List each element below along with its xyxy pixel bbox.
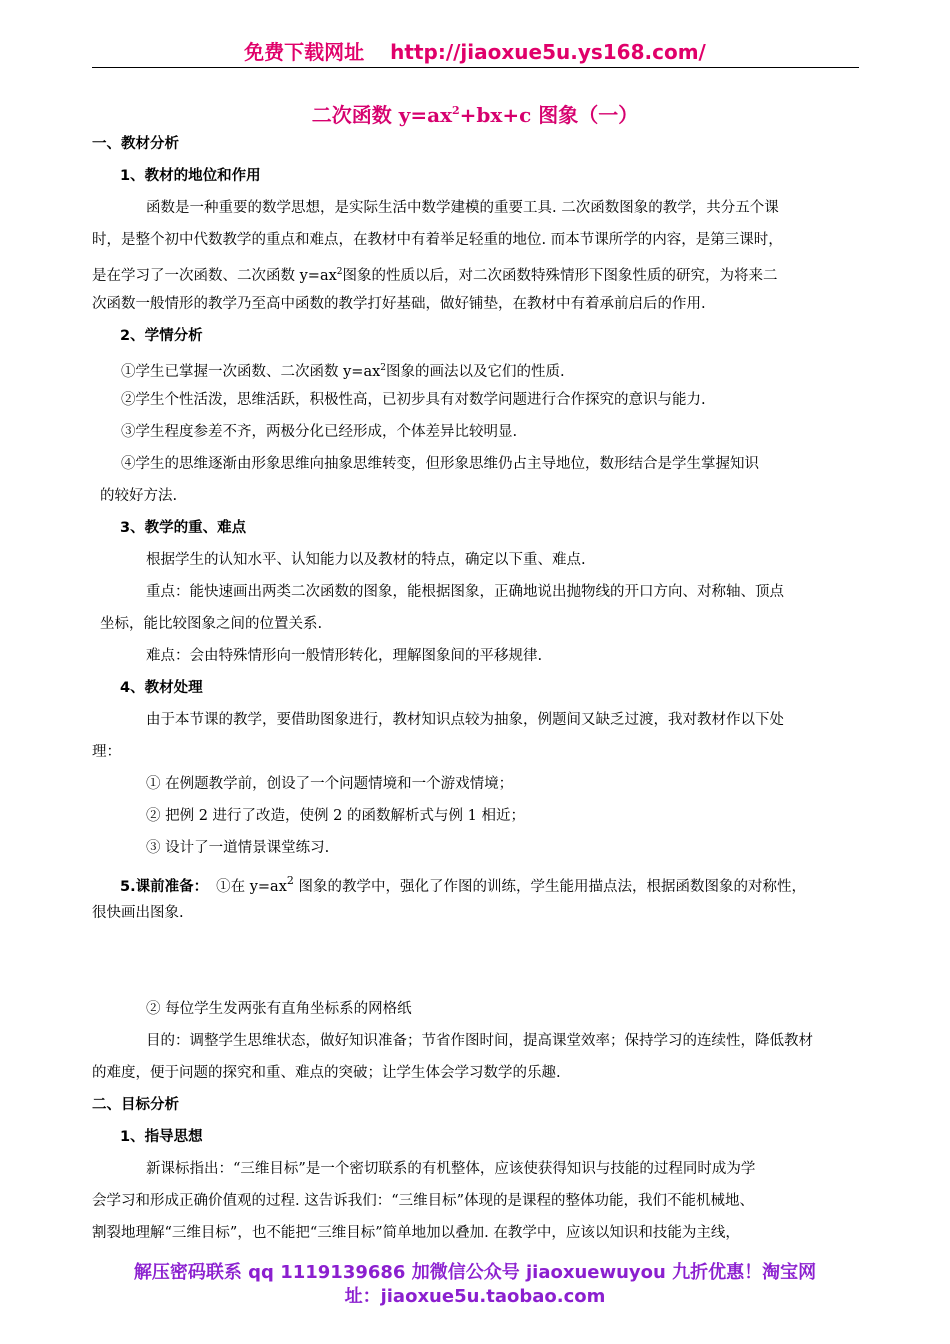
exponent: 2 <box>380 363 387 373</box>
subsection-1-5-heading: 5.课前准备： <box>120 879 209 895</box>
text-run: 图象的画法以及它们的性质. <box>386 364 565 380</box>
list-item-continuation: 的较好方法. <box>100 488 178 504</box>
list-item: ② 把例 2 进行了改造，使例 2 的函数解析式与例 1 相近； <box>146 808 525 824</box>
text-run: 图象的教学中，强化了作图的训练，学生能用描点法，根据函数图象的对称性， <box>293 879 806 895</box>
list-item: ② 每位学生发两张有直角坐标系的网格纸 <box>146 1001 412 1017</box>
header-label: 免费下载网址 <box>244 40 365 64</box>
paragraph-line: 理： <box>92 744 121 760</box>
page-header <box>0 36 950 65</box>
section-2-heading: 二、目标分析 <box>92 1097 179 1113</box>
title-prefix: 二次函数 y=ax <box>311 103 452 127</box>
list-item: ③学生程度参差不齐，两极分化已经形成，个体差异比较明显. <box>121 424 518 440</box>
list-item: ④学生的思维逐渐由形象思维向抽象思维转变，但形象思维仍占主导地位，数形结合是学生掌握知识 <box>121 456 759 472</box>
subsection-1-1-heading: 1、教材的地位和作用 <box>120 168 261 184</box>
subsection-1-4-heading: 4、教材处理 <box>120 680 203 696</box>
subsection-1-2-heading: 2、学情分析 <box>120 328 203 344</box>
paragraph-line: 根据学生的认知水平、认知能力以及教材的特点，确定以下重、难点. <box>146 552 586 568</box>
footer-line-1: 解压密码联系 qq 1119139686 加微信公众号 jiaoxuewuyou 九折优惠！淘宝网 <box>133 1262 817 1283</box>
paragraph-line: 难点：会由特殊情形向一般情形转化，理解图象间的平移规律. <box>146 648 543 664</box>
header-divider <box>92 67 859 68</box>
text-run: 图象的性质以后，对二次函数特殊情形下图象性质的研究，为将来二 <box>342 268 778 284</box>
exponent: 2 <box>336 267 343 277</box>
paragraph-line <box>120 871 806 897</box>
list-item <box>121 358 565 382</box>
subsection-2-1-heading: 1、指导思想 <box>120 1129 203 1145</box>
section-1-heading: 一、教材分析 <box>92 136 179 152</box>
paragraph-line <box>92 262 778 286</box>
exponent: 2 <box>286 874 294 887</box>
paragraph-line: 割裂地理解“三维目标”，也不能把“三维目标”简单地加以叠加. 在教学中，应该以知识和技能为主线， <box>92 1225 740 1241</box>
text-run: ①在 y=ax <box>216 879 287 895</box>
header-url-link[interactable]: http://jiaoxue5u.ys168.com/ <box>390 40 706 64</box>
text-run: 是在学习了一次函数、二次函数 y=ax <box>92 268 337 284</box>
title-suffix: +bx+c 图象（一） <box>459 103 639 127</box>
paragraph-line: 由于本节课的教学，要借助图象进行，教材知识点较为抽象，例题间又缺乏过渡，我对教材作以下处 <box>146 712 784 728</box>
paragraph-line: 时，是整个初中代数教学的重点和难点，在教材中有着举足轻重的地位. 而本节课所学的内容，是第三课时， <box>92 232 783 248</box>
text-run: ①学生已掌握一次函数、二次函数 y=ax <box>121 364 381 380</box>
paragraph-line: 的难度，便于问题的探究和重、难点的突破；让学生体会学习数学的乐趣. <box>92 1065 561 1081</box>
paragraph-line: 坐标，能比较图象之间的位置关系. <box>100 616 323 632</box>
paragraph-line: 次函数一般情形的教学乃至高中函数的教学打好基础，做好铺垫，在教材中有着承前启后的作用. <box>92 296 706 312</box>
paragraph-line: 会学习和形成正确价值观的过程. 这告诉我们：“三维目标”体现的是课程的整体功能，我们不能机械地、 <box>92 1193 755 1209</box>
subsection-1-3-heading: 3、教学的重、难点 <box>120 520 247 536</box>
list-item: ②学生个性活泼，思维活跃，积极性高，已初步具有对数学问题进行合作探究的意识与能力. <box>121 392 706 408</box>
paragraph-line: 函数是一种重要的数学思想，是实际生活中数学建模的重要工具. 二次函数图象的教学，共分五个课 <box>146 200 779 216</box>
list-item: ① 在例题教学前，创设了一个问题情境和一个游戏情境； <box>146 776 514 792</box>
paragraph-line: 目的：调整学生思维状态，做好知识准备；节省作图时间，提高课堂效率；保持学习的连续性，降低教材 <box>146 1033 813 1049</box>
page-title <box>0 99 950 128</box>
paragraph-line: 很快画出图象. <box>92 905 184 921</box>
paragraph-line: 新课标指出：“三维目标”是一个密切联系的有机整体，应该使获得知识与技能的过程同时成为学 <box>146 1161 756 1177</box>
paragraph-line: 重点：能快速画出两类二次函数的图象，能根据图象，正确地说出抛物线的开口方向、对称轴、顶点 <box>146 584 784 600</box>
footer-line-2[interactable]: 址：jiaoxue5u.taobao.com <box>344 1286 606 1307</box>
list-item: ③ 设计了一道情景课堂练习. <box>146 840 330 856</box>
title-exponent: 2 <box>452 104 460 117</box>
